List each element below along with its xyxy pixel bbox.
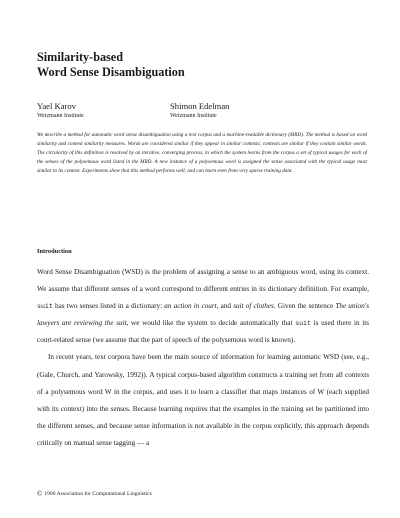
copyright-text: 1996 Association for Computational Linguistics: [44, 491, 152, 497]
copyright-icon: ©: [37, 490, 43, 498]
text-run: Word Sense Disambiguation (WSD) is the problem of assigning a sense to an ambiguous word, using its context. We assume that different senses of a word correspond to different entries in its dictionary definition. For example,: [37, 268, 369, 294]
text-run: , and: [216, 302, 234, 311]
italic-phrase: an action in court: [164, 302, 217, 311]
text-run: , we would like the system to decide automatically that: [126, 319, 296, 328]
italic-phrase: suit of clothes: [233, 302, 274, 311]
text-run: is used there in its court-related sense (we assume that the part of speech of the polysemous word is known).: [37, 319, 370, 345]
author-affiliation: Weizmann Institute: [37, 113, 84, 119]
author-block-2: [170, 101, 229, 120]
body-text: [37, 264, 369, 452]
paper-title: [37, 50, 367, 79]
copyright-footer: [37, 491, 152, 498]
italic-sentence: The union's lawyers are reviewing the suit: [37, 302, 370, 328]
author-affiliation: Weizmann Institute: [170, 113, 217, 119]
title-line-2: Word Sense Disambiguation: [37, 64, 185, 79]
author-name: Yael Karov: [37, 101, 76, 111]
paragraph-1: [37, 264, 369, 349]
abstract: We describe a method for automatic word sense disambiguation using a text corpus and a machine-readable dictionary (MRD). The method is based on word similarity and context similarity measures. Words are considered similar if they appear in similar contexts; contexts are similar if they contain similar words. The circularity of this definition is resolved by an iterative, converging process, in which the system learns from the corpus a set of typical usages for each of the senses of the polysemous word listed in the MRD. A new instance of a polysemous word is assigned the sense associated with the typical usage most similar to its context. Experiments show that this method performs well, and can learn even from very sparse training data.: [37, 132, 367, 174]
section-heading: Introduction: [37, 248, 72, 255]
text-run: has two senses listed in a dictionary:: [52, 302, 165, 311]
text-run: In recent years, text corpora have been the main source of information for learning automatic WSD (see, e.g., (Gale, Church, and Yarowsky, 1992)). A typical corpus-based algorithm constructs a training set from all contexts of a polysemous word W in the corpus, and uses it to learn a classifier that maps instances of W (each supplied with its context) into the senses. Because learning requires that the examples in the training set be partitioned into the different senses, and because sense information is not available in the corpus explicitly, this approach depends critically on manual sense tagging — a: [37, 353, 369, 447]
paragraph-2: [37, 349, 369, 452]
author-block-1: [37, 101, 84, 120]
text-run: . Given the sentence: [273, 302, 336, 311]
author-name: Shimon Edelman: [170, 101, 230, 111]
title-line-1: Similarity-based: [37, 50, 123, 64]
code-word: suit: [295, 320, 311, 328]
code-word: suit: [37, 303, 53, 311]
